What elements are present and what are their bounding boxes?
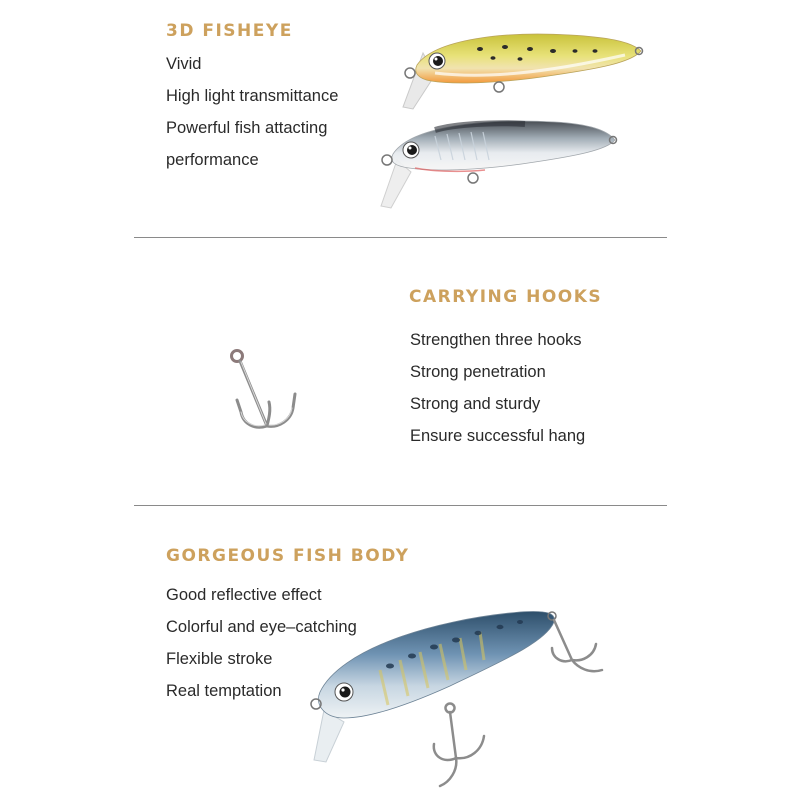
feature-item: Real temptation	[166, 682, 282, 700]
section-divider	[134, 237, 667, 238]
silver-minnow-lure-image	[375, 110, 625, 210]
section-title-gorgeous-fish-body: GORGEOUS FISH BODY	[166, 546, 410, 566]
feature-item: performance	[166, 151, 259, 169]
section-title-3d-fisheye: 3D FISHEYE	[166, 21, 293, 41]
feature-item: Flexible stroke	[166, 650, 273, 668]
section-divider	[134, 505, 667, 506]
feature-list-3d-fisheye	[166, 48, 338, 176]
feature-item: Ensure successful hang	[410, 427, 586, 445]
feature-item: Strong and sturdy	[410, 395, 541, 413]
feature-list-carrying-hooks	[410, 324, 585, 452]
feature-item: Strengthen three hooks	[410, 331, 582, 349]
blue-minnow-lure-image	[300, 600, 630, 795]
feature-item: High light transmittance	[166, 87, 339, 105]
feature-item: Colorful and eye–catching	[166, 618, 357, 636]
feature-item: Powerful fish attacting	[166, 119, 328, 137]
feature-item: Vivid	[166, 55, 202, 73]
feature-item: Strong penetration	[410, 363, 546, 381]
section-title-carrying-hooks: CARRYING HOOKS	[409, 287, 603, 307]
treble-hook-image	[225, 348, 315, 443]
feature-item: Good reflective effect	[166, 586, 322, 604]
